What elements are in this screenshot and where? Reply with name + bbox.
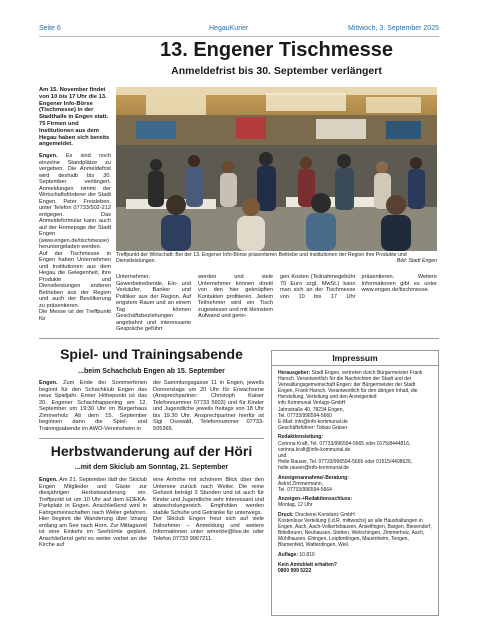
headline-schach: Spiel- und Trainingsabende — [60, 346, 243, 362]
verlag-name: info Kommunal Verlags-GmbH — [278, 400, 346, 407]
lead-paragraph: Am 15. November findet von 10 bis 17 Uhr die 13. Engener Info-Börse (Tischmesse) in der Stadthalle in Engen statt. 75 Firmen und Institutionen aus dem Hegau haben sich bereits angemeldet. — [39, 87, 110, 148]
amtsblatt-label: Kein Amtsblatt erhalten? — [278, 561, 337, 568]
impressum-body — [278, 370, 432, 577]
verlag-phone: Tel. 07733/996594-5660 — [278, 412, 332, 419]
impressum-redaktion — [278, 434, 432, 471]
body-text: Am 21. September lädt der Skiclub Engen Mitglieder und Gäste zur diesjährigen Herbstwanderung ein. Treffpunkt ist um 10 Uhr auf dem EDEKA-Parkplatz in Engen. Anschließend wird in Fahrgemeinschaften nach Weiler gefahren. Hier beginnt die Wanderung über Iznang entlang am See nach Horn. Zur Mittagszeit ist eine Einkehr im Seehörnle geplant. Anschließend geht es weiter vorbei an der Kirche auf — [39, 477, 147, 548]
redaktion-contact: Corinna Kraft, Tel. 07733/996594-5665 oder 0175/8444816, — [278, 440, 411, 447]
subhead-wanderung: ...mit dem Skiclub am Sonntag, 21. September — [74, 464, 229, 471]
wanderung-column-1 — [39, 477, 147, 549]
amtsblatt-phone[interactable]: 0800 999 5222 — [278, 567, 312, 574]
redaktion-label: Redaktionsleitung: — [278, 434, 324, 441]
auflage-label: Auflage: — [278, 552, 298, 559]
impressum-auflage — [278, 552, 432, 558]
body-text: Zum Ende der Sommerferien beginnt für den Schachklub Engen das neue Spieljahr. Erster Höhepunkt ist das 20. Engener Schachhappening am 12. September um 19:30 Uhr im Bürgerhaus Zimmerholz Ab dem 15. September beginnen dann die Spiel- und Trainingsabende im AWO-Vereinsheim in — [39, 380, 147, 432]
impressum-box — [271, 350, 439, 616]
headline-wanderung: Herbstwanderung auf der Höri — [50, 443, 253, 459]
tischmesse-column-1 — [39, 87, 111, 322]
page-header — [39, 22, 439, 37]
headline-tischmesse: 13. Engener Tischmesse — [159, 39, 394, 61]
section-divider — [39, 338, 439, 339]
section-divider — [39, 438, 264, 439]
herausgeber-label: Herausgeber: — [278, 370, 311, 376]
impressum-schluss — [278, 496, 432, 508]
impressum-title: Impressum — [272, 351, 438, 366]
trade-fair-photo-image — [116, 87, 437, 251]
schluss-label: Anzeigen-+Redaktionsschluss: — [278, 496, 353, 503]
body-paragraph: Der Skiclub Engen freut sich auf viele Teilnehmer – Anmeldung und weitere Informationen unter wmerkle@live.de oder Telefon 07733 9967211. — [153, 516, 264, 542]
dateline: Engen. — [39, 477, 58, 483]
redaktion-email[interactable]: corinna.kraft@info-kommunal.de — [278, 446, 351, 453]
paper-name: HegauKurier — [209, 25, 249, 32]
body-paragraph — [39, 153, 111, 251]
verlag-email[interactable]: E-Mail: info@info-kommunal.de — [278, 418, 348, 425]
verteilung-text: Kostenlose Verteilung (i.d.R. mittwochs) an alle Haushaltungen in Engen, Aach, Aach-Volkertshausen, Anselfingen, Bargen, Biesendorf, Bittelbrunn, Neuhausen, Stetten, Welschingen, Zimmerholz, Aach, Mühlhausen, Ehingen, Leipferdingen, Mauenheim, Tengen, Blumenfeld, Watterdingen, Weil. — [278, 518, 432, 549]
druck-label: Druck: — [278, 511, 294, 518]
dateline: Engen. — [39, 153, 58, 160]
tischmesse-column-2: Unternehmer, Gewerbetreibende, Ein- und Verkäufer, Banker und Politiker aus der Region. Auf engstem Raum und an einem Tag können Geschäftsbeziehungen angebahnt und interessante Gespräche geführt — [116, 274, 191, 332]
redaktion-contact: Holle Rauser, Tel. 07733/996594-5665 oder 01515/4408626, — [278, 458, 413, 465]
wanderung-column-2 — [153, 477, 264, 542]
herausgeber-text: Stadt Engen, vertreten durch Bürgermeister Frank Harsch. Verantwortlich für die Nachrichten der Stadt und der Verwaltungsgemeinschaft Engen: der Bürgermeister der Stadt Engen, Frank Harsch. Verantwortlich für den übrigen Inhalt, die Herstellung, Verteilung und den Anzeigenteil: — [278, 370, 423, 401]
schach-column-2: der Sammlungsgasse 11 in Engen, jeweils Donnerstags um 20 Uhr für Erwachsene (Ansprechpartner: Christoph Kaiser Telefonnummer 07733 5603) und für Kinder und Jugendliche jeweils freitags von 18 Uhr bis 19.30 Uhr. Ansprechpartner hierfür ist Sigi Osswald, Telefonnummer 07733-505365. — [153, 380, 264, 432]
impressum-druck — [278, 512, 432, 549]
body-text: Es sind noch einzelne Standplätze zu vergeben. Die Anmeldefrist wird deshalb bis 30. September verlängert. Anmeldungen nimmt der Wirtschaftsförderer der Stadt Engen, Peter Freisleben, unter Telefon 07733/502-212 entgegen. Das Anmeldeformular kann auch auf der Homepage der Stadt Engen (www.engen.de/tischmesse) heruntergeladen werden. — [39, 153, 111, 251]
impressum-anzeigen — [278, 475, 432, 493]
subhead-schach: ...beim Schachclub Engen ab 15. September — [78, 368, 225, 375]
caption-text: Treffpunkt der Wirtschaft: Bei der 13. Engener Info-Börse präsentieren Betriebe und Institutionen der Region ihre Produkte und Dienstleistungen. — [116, 252, 407, 265]
body-paragraph: Auf der Tischmesse in Engen haben Unternehmen und Institutionen aus dem Hegau die Gelegenheit, ihre Produkte und Dienstleistungen anderen Betrieben aus der Region und auch der Bevölkerung zu präsentieren. — [39, 250, 111, 309]
page-number: Seite 6 — [39, 25, 61, 32]
auflage-value: 10.810 — [298, 552, 315, 559]
schach-column-1 — [39, 380, 147, 432]
anzeigen-name: Astrid Zimmermann, — [278, 480, 324, 487]
verlag-geschaeftsfuehrer: Geschäftsführer: Tobias Gräser — [278, 424, 348, 431]
dateline: Engen. — [39, 380, 58, 386]
anzeigen-phone: Tel. 07733/996594-5664 — [278, 486, 332, 493]
body-paragraph: Die Messe ist der Treffpunkt für — [39, 309, 111, 322]
redaktion-email[interactable]: holle.rauser@info-kommunal.de — [278, 464, 349, 471]
trade-fair-photo — [116, 87, 437, 251]
schluss-time: Montag, 12 Uhr — [278, 502, 313, 509]
body-paragraph: eine Anhöhe mit schönem Blick über den Untersee zurück nach Weiler. Die reine Gehzeit beträgt 3 Stunden und ist auch für Kinder und Jugendliche sehr interessant und abwechslungsreich. Empfohlen werden stabile Schuhe und Getränke für unterwegs. — [153, 477, 264, 516]
photo-caption — [116, 252, 437, 264]
druck-text: Druckerei Konstanz GmbH — [293, 511, 355, 518]
photo-credit: Bild: Stadt Engen — [396, 258, 437, 265]
tischmesse-column-4: gen Kosten (Teilnahmegebühr 70 Euro zzgl. MwSt.) kann man sich an der Tischmesse von 10 bis 17 Uhr präsentieren. Weitere Informationen gibt es unter www.engen.de/tischmesse. — [280, 274, 437, 300]
anzeigen-label: Anzeigenannahme/-Beratung: — [278, 474, 349, 481]
tischmesse-column-3: werden und viele Unternehmer können direkt von den hier geknüpften Kontakten profitieren. Jedem Teilnehmer wird ein Tisch zugewiesen und mit kleinstem Aufwand und gerin- — [198, 274, 273, 319]
verlag-address: Jahnstraße 40, 78234 Engen, — [278, 406, 344, 413]
impressum-amtsblatt — [278, 562, 432, 574]
subhead-tischmesse: Anmeldefrist bis 30. September verlängert — [171, 65, 382, 77]
impressum-herausgeber — [278, 370, 432, 431]
issue-date: Mittwoch, 3. September 2025 — [347, 25, 439, 32]
redaktion-and: und — [278, 452, 287, 459]
